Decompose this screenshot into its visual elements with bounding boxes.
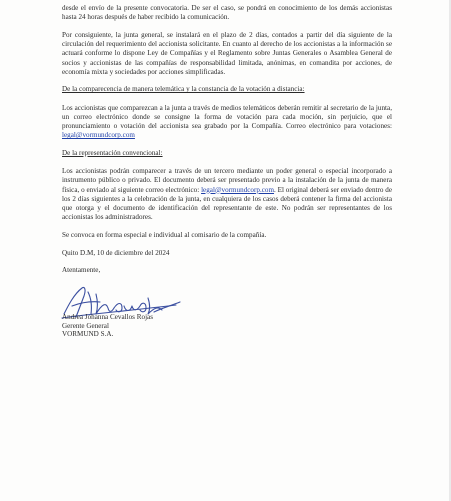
signer-name: Andrea Johanna Cevallos Rojas [62, 312, 154, 321]
letter-body [62, 4, 393, 339]
intro-paragraph: desde el envío de la presente convocatoria. De ser el caso, se pondrá en conocimiento de los demás accionistas hasta 24 horas después de haber recibido la comunicación. [62, 4, 392, 22]
signer-title: Gerente General [62, 321, 109, 330]
commissioner-paragraph: Se convoca en forma especial e individual al comisario de la compañía. [62, 230, 267, 239]
date-line: Quito D.M, 10 de diciembre del 2024 [62, 248, 170, 257]
closing-salutation: Atentamente, [62, 266, 101, 275]
signer-company: VORMUND S.A. [62, 330, 114, 339]
conventional-body-end: . El original deberá ser enviado dentro de los 2 días siguientes a la celebración de la junta, en cualquiera de los casos deberá contener la firma del accionista que otorga y el documento de identificación del representante de este. No podrán ser representantes de los accionistas los administradores. [62, 185, 393, 222]
telematic-body: Los accionistas que comparezcan a la junta a través de medios telemáticos deberán remitir al secretario de la junta, un correo electrónico donde se consigne la forma de votación para cada moción, sin perjuicio, que el pronunciamiento o votación del accionista sea grabado por la Compañía. Correo electrónico para votaciones: [62, 103, 392, 131]
telematic-paragraph [62, 104, 392, 141]
signer-details [62, 313, 153, 339]
junta-paragraph: Por consiguiente, la junta general, se instalará en el plazo de 2 días, contados a partir del día siguiente de la circulación del requerimiento del accionista solicitante. En cuanto al derecho de los accionistas a la información se actuará conforme lo dispone Ley de Compañías y el Reglamento sobre Juntas Generales o Asamblea General de socios y accionistas de las compañías de responsabilidad limitada, anónimas, en comandita por acciones, de economía mixta y sociedades por acciones simplificadas. [62, 30, 392, 76]
conventional-paragraph [62, 167, 392, 222]
conventional-heading: De la representación convencional: [62, 148, 163, 157]
conventional-body-start: Los accionistas podrán comparecer a través de un tercero mediante un poder general o especial incorporado a instrumento público o privado. El documento deberá ser presentado previo a la instalación de la junta de manera física, o enviado al siguiente correo electrónico: [62, 167, 392, 194]
telematic-heading: De la comparecencia de manera telemática y la constancia de la votación a distancia: [62, 85, 305, 94]
signature-block [62, 284, 392, 339]
closing-block [62, 248, 392, 339]
voting-email-link[interactable]: legal@vormundcorp.com [62, 131, 135, 140]
representation-email-link[interactable]: legal@vormundcorp.com [201, 185, 275, 194]
